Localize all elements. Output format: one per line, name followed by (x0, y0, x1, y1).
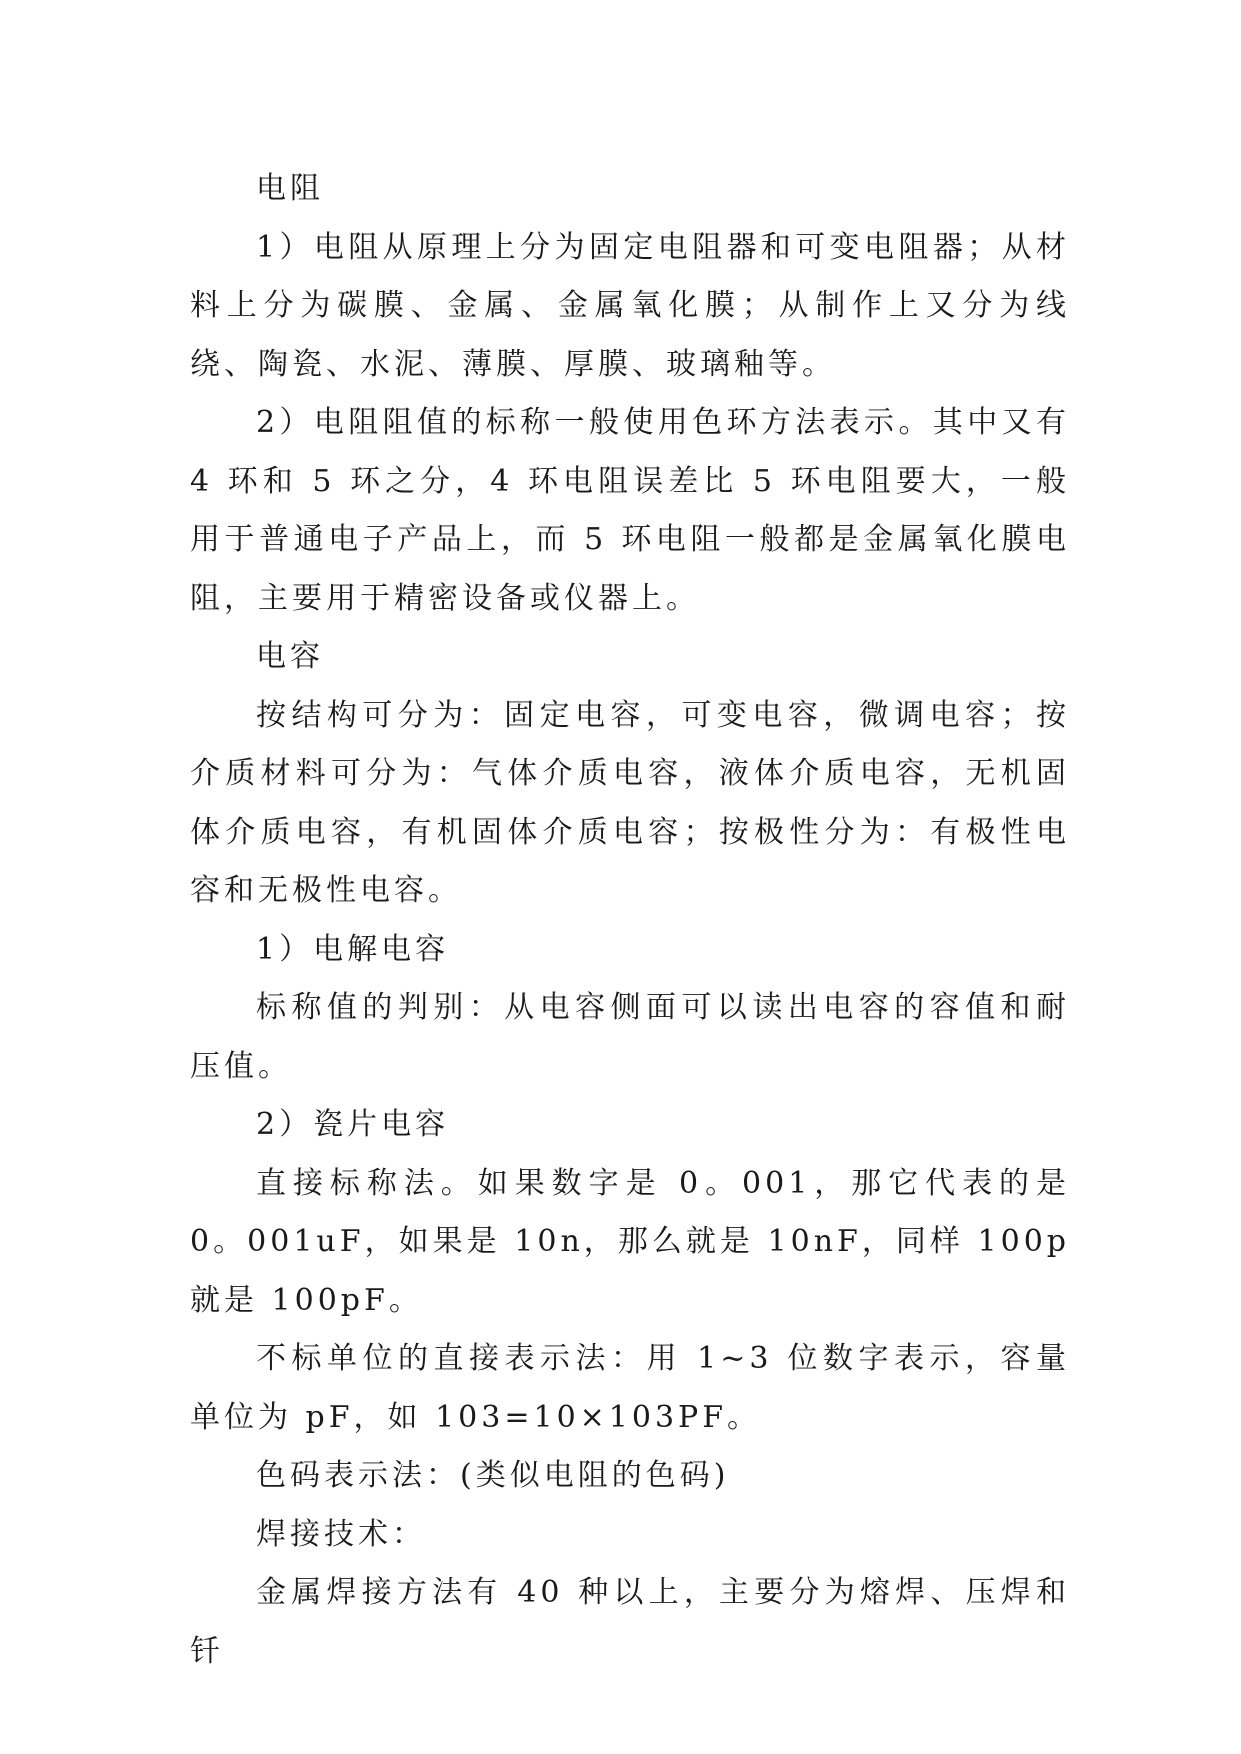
heading-resistor: 电阻 (256, 171, 324, 206)
paragraph-capacitor-classification: 按结构可分为：固定电容，可变电容，微调电容；按介质材料可分为：气体介质电容，液体介质电容，无机固体介质电容，有机固体介质电容；按极性分为：有极性电容和无极性电容。 (190, 697, 1070, 908)
heading-ceramic-capacitor: 2）瓷片电容 (256, 1107, 450, 1142)
paragraph-unitless-marking: 不标单位的直接表示法：用 1~3 位数字表示，容量单位为 pF，如 103=10×103PF。 (190, 1341, 1070, 1435)
paragraph-welding-methods: 金属焊接方法有 40 种以上，主要分为熔焊、压焊和钎 (190, 1575, 1070, 1669)
paragraph-resistor-classification: 1）电阻从原理上分为固定电阻器和可变电阻器；从材料上分为碳膜、金属、金属氧化膜；从制作上又分为线绕、陶瓷、水泥、薄膜、厚膜、玻璃釉等。 (190, 229, 1070, 382)
paragraph-electrolytic-value: 标称值的判别：从电容侧面可以读出电容的容值和耐压值。 (190, 990, 1070, 1084)
heading-capacitor: 电容 (256, 639, 324, 674)
heading-soldering: 焊接技术： (256, 1516, 426, 1552)
heading-electrolytic-capacitor: 1）电解电容 (256, 931, 450, 967)
document-body (190, 160, 1070, 1681)
paragraph-color-code-marking: 色码表示法：(类似电阻的色码) (256, 1458, 730, 1493)
paragraph-resistor-color-code: 2）电阻阻值的标称一般使用色环方法表示。其中又有 4 环和 5 环之分，4 环电阻误差比 5 环电阻要大，一般用于普通电子产品上，而 5 环电阻一般都是金属氧化膜电阻，主要用于精密设备或仪器上。 (190, 405, 1070, 616)
paragraph-direct-marking: 直接标称法。如果数字是 0。001，那它代表的是 0。001uF，如果是 10n，那么就是 10nF，同样 100p 就是 100pF。 (190, 1165, 1070, 1318)
